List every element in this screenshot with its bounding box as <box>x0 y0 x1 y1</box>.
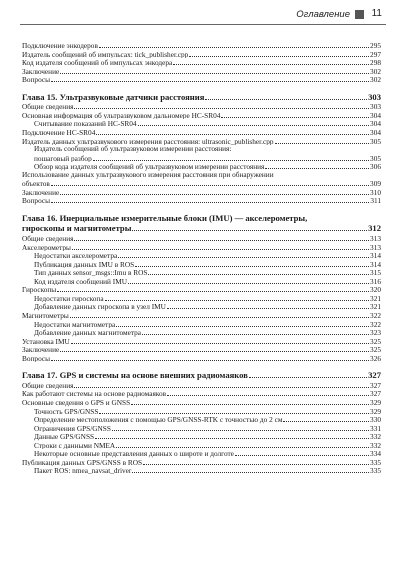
entry-title: Недостатки магнитометра <box>34 319 116 329</box>
dot-leader <box>221 111 369 118</box>
entry-title: Использование данных ультразвукового измерения расстояния при обнаружении <box>22 170 274 179</box>
entry-title: Заключение <box>22 187 60 197</box>
entry-title: Гироскопы <box>22 285 57 294</box>
running-title: Оглавление <box>296 9 350 20</box>
entry-page: 304 <box>370 110 381 120</box>
dot-leader <box>74 234 369 241</box>
entry-title: Магнитометры <box>22 311 69 320</box>
toc-entry[interactable] <box>22 424 381 433</box>
toc-entry[interactable] <box>22 415 381 424</box>
entry-title: Заключение <box>22 66 60 76</box>
entry-title: Подключение энкодеров <box>22 41 98 50</box>
entry-page: 325 <box>370 345 381 354</box>
entry-title: Код издателя сообщений об импульсах энкодера <box>22 58 173 67</box>
dot-leader <box>51 196 369 203</box>
dot-leader <box>60 188 369 195</box>
dot-leader <box>51 179 369 186</box>
entry-page: 303 <box>370 102 381 111</box>
toc-entry[interactable] <box>22 119 381 128</box>
dot-leader <box>70 311 369 318</box>
toc-entry[interactable] <box>22 41 381 50</box>
entry-page: 327 <box>368 370 381 381</box>
dot-leader <box>105 294 369 301</box>
entry-page: 332 <box>370 440 381 450</box>
toc-entry[interactable] <box>22 337 381 346</box>
entry-title: Определение местоположения с помощью GPS/GNSS-RTK с точностью до 2 см <box>34 415 283 424</box>
entry-title: Глава 17. GPS и системы на основе внешних радиомаяков <box>22 370 248 381</box>
entry-page: 313 <box>370 242 381 252</box>
toc-entry[interactable] <box>22 441 381 450</box>
toc-entry[interactable] <box>22 128 381 137</box>
entry-title: Заключение <box>22 345 60 354</box>
entry-title: Точность GPS/GNSS <box>34 406 99 416</box>
toc-entry[interactable] <box>22 58 381 67</box>
toc-entry[interactable] <box>22 398 381 407</box>
toc-entry[interactable] <box>22 320 381 329</box>
entry-page: 309 <box>370 179 381 188</box>
dot-leader <box>116 441 369 448</box>
toc-entry[interactable] <box>22 188 381 197</box>
entry-page: 331 <box>370 423 381 433</box>
entry-page: 322 <box>370 319 381 329</box>
dot-leader <box>265 162 369 169</box>
entry-title: Тип данных sensor_msgs::Imu в ROS <box>34 268 148 277</box>
section-gap <box>22 205 381 213</box>
chapter-entry[interactable] <box>22 223 381 234</box>
entry-title: Основные сведения о GPS и GNSS <box>22 397 131 407</box>
dot-leader <box>118 251 369 258</box>
dot-leader <box>71 337 369 344</box>
toc-entry[interactable] <box>22 260 381 269</box>
square-icon <box>355 10 364 19</box>
entry-page: 305 <box>370 136 381 146</box>
entry-page: 302 <box>370 66 381 76</box>
dot-leader <box>116 320 369 327</box>
dot-leader <box>131 398 369 405</box>
toc-entry[interactable] <box>22 407 381 416</box>
entry-title: Глава 15. Ультразвуковые датчики расстояния <box>22 91 205 102</box>
toc-entry[interactable] <box>22 381 381 390</box>
entry-page: 322 <box>370 311 381 320</box>
entry-page: 312 <box>368 223 381 234</box>
entry-page: 321 <box>370 302 381 311</box>
entry-page: 314 <box>370 251 381 260</box>
dot-leader <box>173 58 369 65</box>
entry-title: Публикация данных IMU в ROS <box>34 259 135 269</box>
entry-title: Код издателя сообщений IMU <box>34 276 127 286</box>
dot-leader <box>74 381 369 388</box>
entry-title: Общие сведения <box>22 380 74 390</box>
entry-page: 310 <box>370 187 381 197</box>
entry-title: Акселерометры <box>22 242 71 252</box>
dot-leader <box>99 407 369 414</box>
dot-leader <box>249 370 367 378</box>
entry-title: Недостатки гироскопа <box>34 293 104 303</box>
dot-leader <box>143 458 369 465</box>
dot-leader <box>167 389 369 396</box>
dot-leader <box>74 102 369 109</box>
dot-leader <box>93 154 369 161</box>
table-of-contents <box>22 41 381 475</box>
entry-page: 330 <box>370 415 381 424</box>
entry-page: 327 <box>370 380 381 390</box>
entry-page: 332 <box>370 432 381 441</box>
toc-entry[interactable] <box>22 389 381 398</box>
entry-title: Глава 16. Инерциальные измерительные блоки (IMU) — акселерометры, <box>22 212 308 223</box>
toc-entry[interactable] <box>22 102 381 111</box>
entry-title: Публикация данных GPS/GNSS в ROS <box>22 457 143 467</box>
entry-page: 302 <box>370 75 381 84</box>
entry-page: 326 <box>370 353 381 363</box>
entry-title: Пакет ROS: nmea_navsat_driver <box>34 466 132 475</box>
toc-entry[interactable] <box>22 111 381 120</box>
toc-entry[interactable] <box>22 268 381 277</box>
entry-page: 335 <box>370 466 381 475</box>
entry-title: Некоторые основные представления данных о широте и долготе <box>34 449 234 458</box>
entry-title: гироскопы и магнитометры <box>22 223 132 234</box>
entry-page: 334 <box>370 449 381 458</box>
entry-page: 313 <box>370 234 381 243</box>
dot-leader <box>283 415 369 422</box>
toc-entry[interactable] <box>22 251 381 260</box>
entry-page: 323 <box>370 328 381 337</box>
entry-page: 321 <box>370 293 381 303</box>
dot-leader <box>148 268 369 275</box>
entry-title: объектов <box>22 179 50 188</box>
dot-leader <box>132 223 367 231</box>
dot-leader <box>57 285 369 292</box>
entry-page: 295 <box>370 41 381 50</box>
entry-page: 304 <box>370 119 381 128</box>
toc-entry[interactable] <box>22 458 381 467</box>
entry-title: Основная информация об ультразвуковом дальномере HC-SR04 <box>22 110 221 120</box>
entry-page: 305 <box>370 153 381 163</box>
toc-entry[interactable] <box>22 145 381 154</box>
toc-entry[interactable] <box>22 75 381 84</box>
dot-leader <box>138 119 369 126</box>
toc-entry[interactable] <box>22 196 381 205</box>
entry-page: 316 <box>370 276 381 286</box>
entry-page: 304 <box>370 127 381 137</box>
dot-leader <box>95 432 369 439</box>
entry-title: Установка IMU <box>22 336 70 346</box>
dot-leader <box>99 41 369 48</box>
toc-entry[interactable] <box>22 302 381 311</box>
toc-entry[interactable] <box>22 50 381 59</box>
entry-page: 325 <box>370 336 381 346</box>
entry-page: 306 <box>370 162 381 171</box>
toc-entry[interactable] <box>22 432 381 441</box>
entry-title: Издатель сообщений об ультразвуковом измерении расстояния: <box>34 145 232 154</box>
entry-page: 303 <box>368 91 381 102</box>
toc-entry[interactable] <box>22 137 381 146</box>
toc-entry[interactable] <box>22 243 381 252</box>
toc-entry[interactable] <box>22 171 381 180</box>
entry-title: Общие сведения <box>22 234 74 243</box>
toc-entry[interactable] <box>22 67 381 76</box>
toc-entry[interactable] <box>22 466 381 475</box>
entry-title: пошаговый разбор <box>34 153 92 163</box>
entry-page: 335 <box>370 457 381 467</box>
toc-entry[interactable] <box>22 179 381 188</box>
toc-entry[interactable] <box>22 154 381 163</box>
entry-title: Ограничения GPS/GNSS <box>34 423 111 433</box>
dot-leader <box>128 277 369 284</box>
dot-leader <box>235 449 369 456</box>
toc-entry[interactable] <box>22 277 381 286</box>
entry-page: 297 <box>370 49 381 59</box>
entry-title: Добавление данных гироскопа в узел IMU <box>34 302 166 311</box>
entry-title: Вопросы <box>22 353 51 363</box>
dot-leader <box>60 67 369 74</box>
dot-leader <box>72 243 369 250</box>
page-number: 11 <box>371 8 382 19</box>
entry-title: Вопросы <box>22 75 51 84</box>
entry-title: Добавление данных магнитометра <box>34 328 142 337</box>
entry-page: 327 <box>370 389 381 398</box>
dot-leader <box>142 328 369 335</box>
dot-leader <box>205 92 367 100</box>
toc-entry[interactable] <box>22 345 381 354</box>
toc-entry[interactable] <box>22 285 381 294</box>
dot-leader <box>60 345 369 352</box>
chapter-entry[interactable] <box>22 92 381 103</box>
entry-title: Недостатки акселерометра <box>34 251 118 260</box>
section-gap <box>22 362 381 370</box>
entry-page: 320 <box>370 285 381 294</box>
entry-title: Считывание показаний HC-SR04 <box>34 119 137 128</box>
entry-title: Издатель данных ультразвукового измерения расстояния: ultrasonic_publisher.cpp <box>22 136 274 146</box>
section-gap <box>22 84 381 92</box>
toc-entry[interactable] <box>22 449 381 458</box>
dot-leader <box>135 260 369 267</box>
dot-leader <box>189 50 369 57</box>
dot-leader <box>112 424 369 431</box>
entry-title: Вопросы <box>22 196 51 205</box>
entry-page: 298 <box>370 58 381 67</box>
entry-page: 329 <box>370 406 381 416</box>
entry-title: Общие сведения <box>22 102 74 111</box>
entry-title: Данные GPS/GNSS <box>34 432 95 441</box>
chapter-entry[interactable] <box>22 213 381 224</box>
entry-title: Обзор кода издателя сообщений об ультразвуковом измерении расстояния <box>34 162 265 171</box>
dot-leader <box>167 302 369 309</box>
header-rule <box>20 24 386 25</box>
dot-leader <box>132 466 369 473</box>
dot-leader <box>275 137 370 144</box>
chapter-entry[interactable] <box>22 370 381 381</box>
page-header <box>0 0 400 26</box>
dot-leader <box>51 354 369 361</box>
entry-title: Подключение HC-SR04 <box>22 127 96 137</box>
entry-page: 311 <box>370 196 381 205</box>
toc-entry[interactable] <box>22 354 381 363</box>
toc-entry[interactable] <box>22 311 381 320</box>
entry-page: 315 <box>370 268 381 277</box>
entry-page: 329 <box>370 397 381 407</box>
dot-leader <box>96 128 369 135</box>
toc-entry[interactable] <box>22 294 381 303</box>
dot-leader <box>51 75 369 82</box>
entry-title: Строки с данными NMEA <box>34 440 116 450</box>
toc-entry[interactable] <box>22 234 381 243</box>
entry-title: Издатель сообщений об импульсах: tick_publisher.cpp <box>22 49 189 59</box>
toc-entry[interactable] <box>22 328 381 337</box>
entry-page: 314 <box>370 259 381 269</box>
toc-entry[interactable] <box>22 162 381 171</box>
entry-title: Как работают системы на основе радиомаяков <box>22 389 167 398</box>
